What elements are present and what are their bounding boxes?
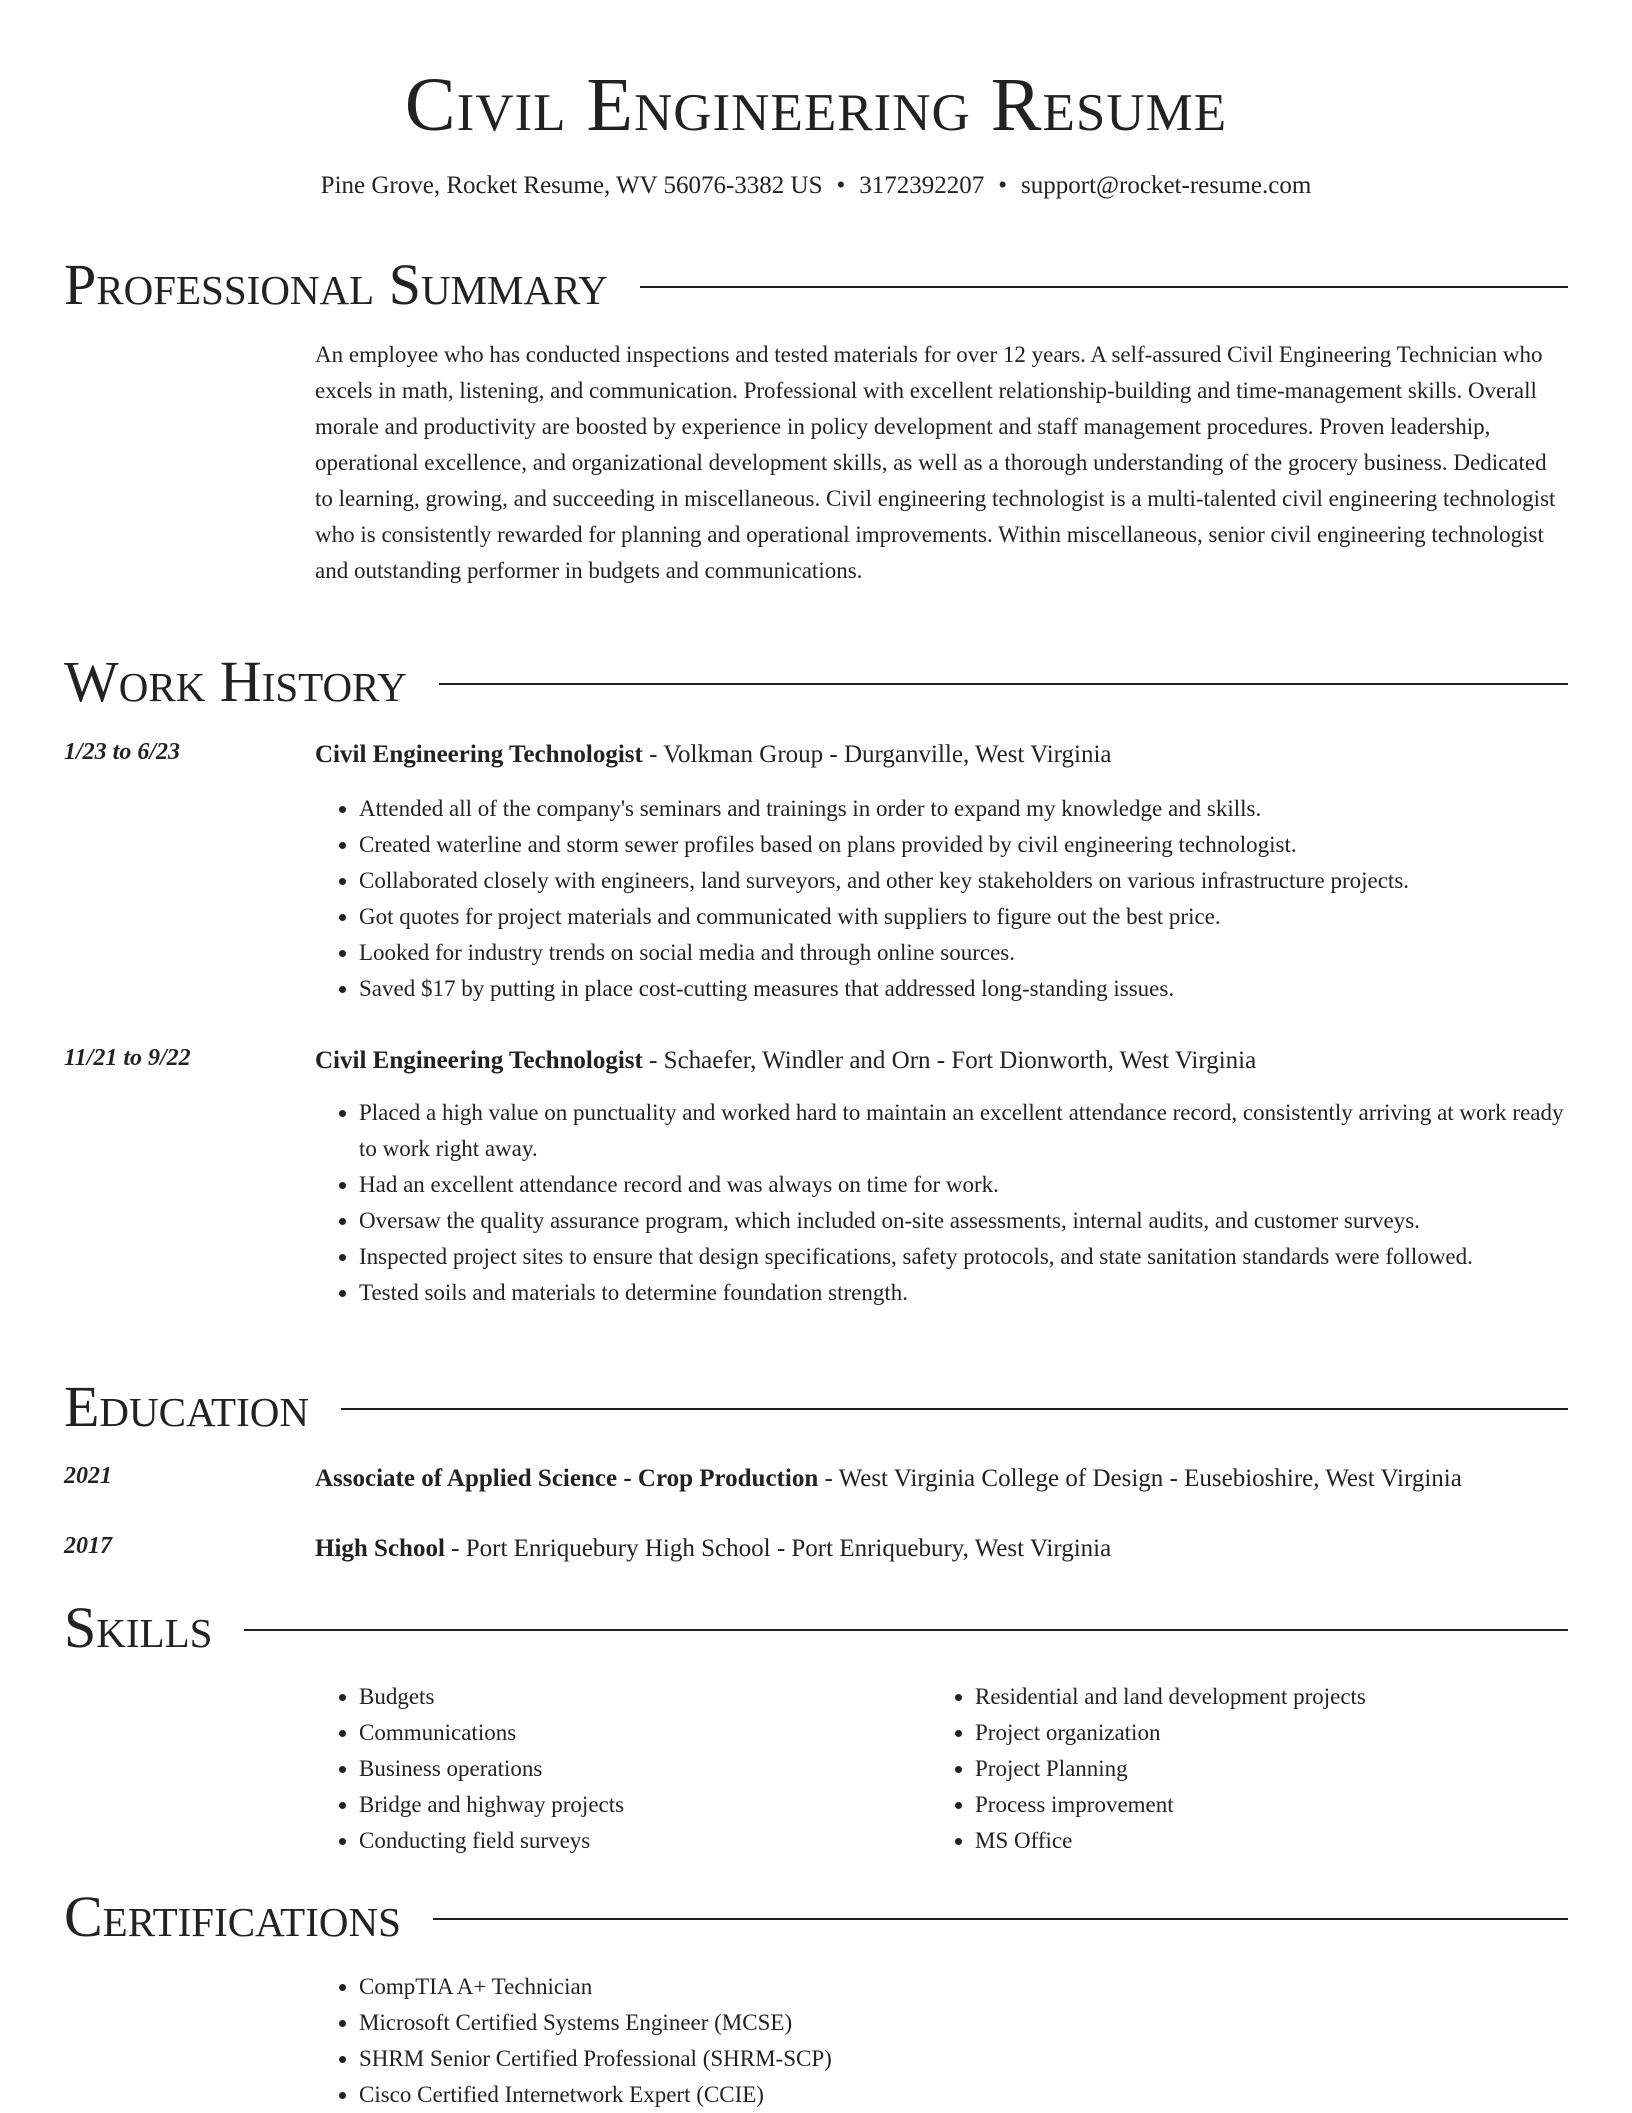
- education-heading: Education: [64, 1374, 309, 1439]
- list-item: • Placed a high value on punctuality and worked hard to maintain an excellent attendance record, consistently arriving at work ready to work right away.: [359, 1095, 1568, 1167]
- job-dates: 1/23 to 6/23: [64, 739, 181, 765]
- contact-address: Pine Grove, Rocket Resume, WV 56076-3382 US: [320, 172, 823, 199]
- certification-item: • Cisco Certified Internetwork Expert (CCIE): [359, 2077, 1568, 2113]
- skill-item: • MS Office: [975, 1823, 1491, 1859]
- education-year: 2017: [64, 1533, 112, 1559]
- skill-item: • Bridge and highway projects: [359, 1787, 875, 1823]
- skill-item: • Residential and land development projects: [975, 1679, 1491, 1715]
- education-entry: [315, 1532, 1568, 1566]
- skills-list-right: [931, 1679, 1491, 1859]
- list-item: • Had an excellent attendance record and was always on time for work.: [359, 1167, 1568, 1203]
- skills-heading: Skills: [64, 1595, 213, 1660]
- job-dates: 11/21 to 9/22: [64, 1045, 191, 1071]
- section-divider: [640, 286, 1568, 288]
- job-details: - Volkman Group - Durganville, West Virginia: [642, 741, 1112, 768]
- contact-email: support@rocket-resume.com: [1021, 172, 1312, 199]
- list-item: • Saved $17 by putting in place cost-cutting measures that addressed long-standing issues.: [359, 971, 1568, 1007]
- job-title: Civil Engineering Technologist: [315, 741, 643, 768]
- contact-line: [64, 170, 1568, 202]
- education-entry: [315, 1462, 1568, 1496]
- job-bullets: [315, 791, 1568, 1007]
- certifications-section-header: [64, 1885, 1568, 1949]
- list-item: • Oversaw the quality assurance program, which included on-site assessments, internal audits, and customer surveys.: [359, 1203, 1568, 1239]
- education-section-header: [64, 1375, 1568, 1439]
- certifications-heading: Certifications: [64, 1884, 401, 1949]
- job-bullets: [315, 1095, 1568, 1311]
- work-section-header: [64, 650, 1568, 714]
- education-year: 2021: [64, 1463, 112, 1489]
- list-item: • Tested soils and materials to determine foundation strength.: [359, 1275, 1568, 1311]
- summary-heading: Professional Summary: [64, 252, 608, 317]
- section-divider: [439, 683, 1568, 685]
- resume-page: [64, 0, 1568, 2107]
- skill-item: • Conducting field surveys: [359, 1823, 875, 1859]
- section-divider: [433, 1918, 1568, 1920]
- job-role-line: [315, 738, 1568, 772]
- skill-item: • Business operations: [359, 1751, 875, 1787]
- education-degree: Associate of Applied Science - Crop Production: [315, 1465, 819, 1492]
- work-heading: Work History: [64, 649, 407, 714]
- skill-item: • Communications: [359, 1715, 875, 1751]
- skills-section-header: [64, 1596, 1568, 1660]
- job-details: - Schaefer, Windler and Orn - Fort Dionworth, West Virginia: [642, 1047, 1257, 1074]
- list-item: • Inspected project sites to ensure that design specifications, safety protocols, and state sanitation standards were followed.: [359, 1239, 1568, 1275]
- job-title: Civil Engineering Technologist: [315, 1047, 643, 1074]
- section-divider: [341, 1408, 1568, 1410]
- list-item: • Attended all of the company's seminars and trainings in order to expand my knowledge and skills.: [359, 791, 1568, 827]
- education-details: - Port Enriquebury High School - Port Enriquebury, West Virginia: [444, 1535, 1112, 1562]
- education-degree: High School: [315, 1535, 445, 1562]
- skill-item: • Project organization: [975, 1715, 1491, 1751]
- list-item: • Got quotes for project materials and communicated with suppliers to figure out the best price.: [359, 899, 1568, 935]
- skills-list-left: [315, 1679, 875, 1859]
- certifications-list: [315, 1969, 1568, 2113]
- contact-separator: •: [998, 172, 1008, 199]
- list-item: • Looked for industry trends on social media and through online sources.: [359, 935, 1568, 971]
- certification-item: • CompTIA A+ Technician: [359, 1969, 1568, 2005]
- summary-section-header: [64, 253, 1568, 317]
- education-details: - West Virginia College of Design - Eusebioshire, West Virginia: [818, 1465, 1462, 1492]
- certification-item: • SHRM Senior Certified Professional (SHRM-SCP): [359, 2041, 1568, 2077]
- resume-title: Civil Engineering Resume: [404, 63, 1228, 147]
- skill-item: • Process improvement: [975, 1787, 1491, 1823]
- skill-item: • Budgets: [359, 1679, 875, 1715]
- certification-item: • Microsoft Certified Systems Engineer (MCSE): [359, 2005, 1568, 2041]
- section-divider: [244, 1629, 1568, 1631]
- contact-separator: •: [836, 172, 846, 199]
- list-item: • Collaborated closely with engineers, land surveyors, and other key stakeholders on various infrastructure projects.: [359, 863, 1568, 899]
- summary-text: An employee who has conducted inspections and tested materials for over 12 years. A self-assured Civil Engineering Technician who excels in math, listening, and communication. Professional with excellent relationship-building and time-management skills. Overall morale and productivity are boosted by experience in policy development and staff management procedures. Proven leadership, operational excellence, and organizational development skills, as well as a thorough understanding of the grocery business. Dedicated to learning, growing, and succeeding in miscellaneous. Civil engineering technologist is a multi-talented civil engineering technologist who is consistently rewarded for planning and operational improvements. Within miscellaneous, senior civil engineering technologist and outstanding performer in budgets and communications.: [315, 342, 1556, 583]
- contact-phone: 3172392207: [859, 172, 985, 199]
- list-item: • Created waterline and storm sewer profiles based on plans provided by civil engineering technologist.: [359, 827, 1568, 863]
- skill-item: • Project Planning: [975, 1751, 1491, 1787]
- job-role-line: [315, 1044, 1568, 1078]
